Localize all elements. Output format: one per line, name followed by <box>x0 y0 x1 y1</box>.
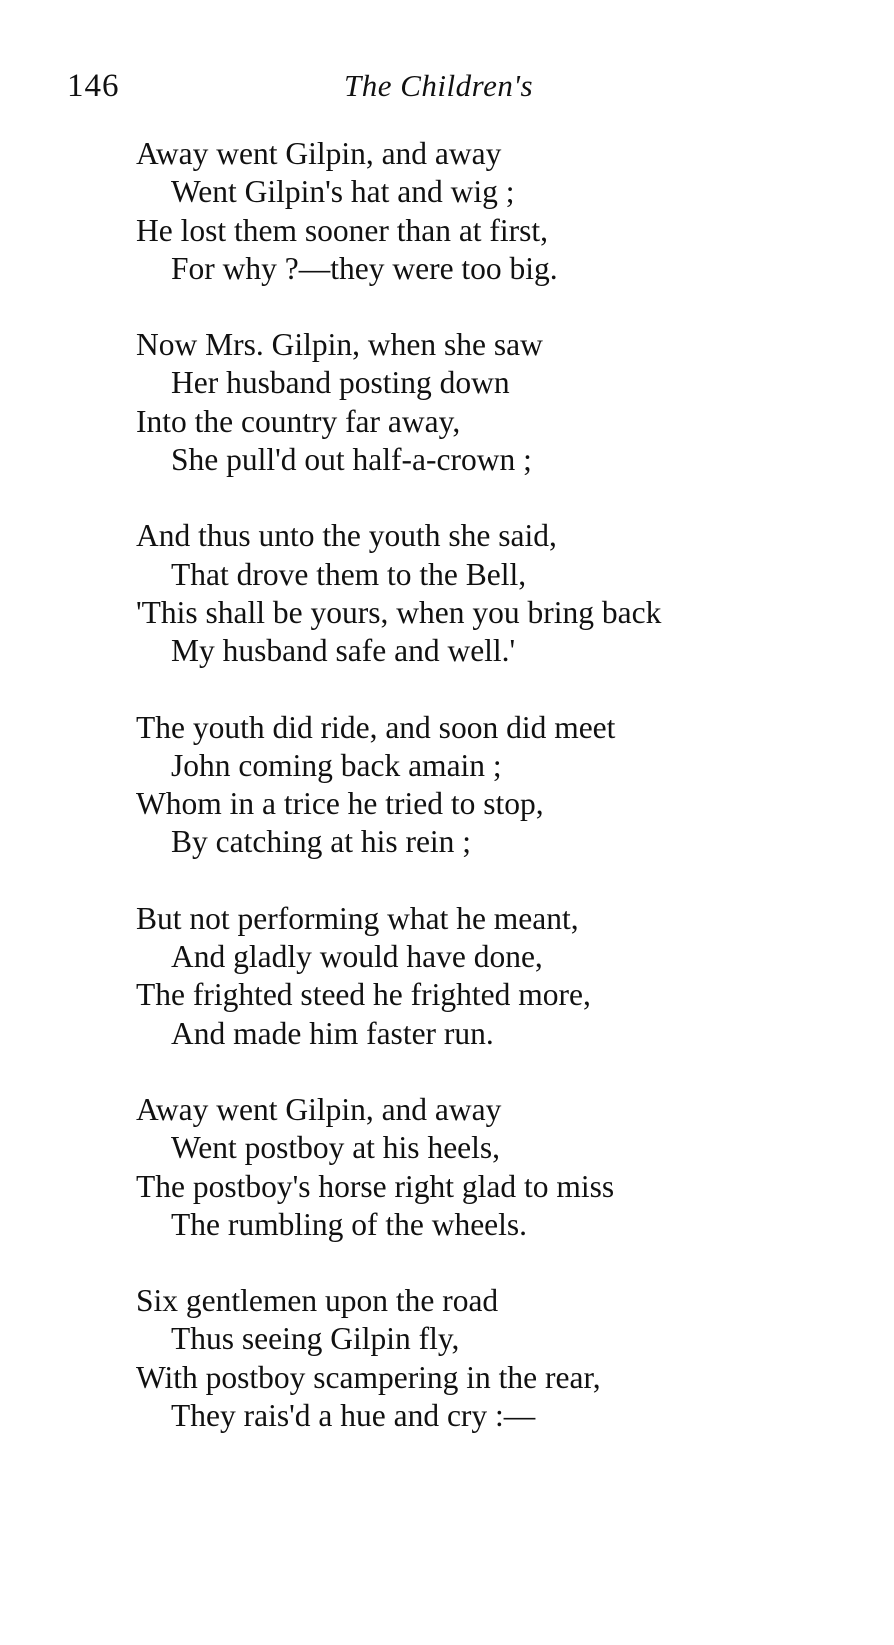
poem-line: Whom in a trice he tried to stop, <box>136 786 544 822</box>
page-header <box>0 68 894 118</box>
poem-line: Six gentlemen upon the road <box>136 1283 499 1319</box>
poem-line: John coming back amain ; <box>171 747 502 783</box>
stanza <box>136 1091 836 1244</box>
stanza <box>136 517 836 670</box>
poem-line: The postboy's horse right glad to miss <box>136 1168 615 1204</box>
poem-line: For why ?—they were too big. <box>171 250 558 286</box>
poem-line: The frighted steed he frighted more, <box>136 977 591 1013</box>
poem-line: Her husband posting down <box>171 365 510 401</box>
poem-line: And gladly would have done, <box>171 939 543 975</box>
stanza <box>136 135 836 288</box>
page-number: 146 <box>67 68 120 104</box>
stanza <box>136 900 836 1053</box>
poem-line: But not performing what he meant, <box>136 900 579 936</box>
poem-line: My husband safe and well.' <box>171 633 516 669</box>
poem-line: Into the country far away, <box>136 403 461 439</box>
poem-line: Went postboy at his heels, <box>171 1130 501 1166</box>
poem-line: The youth did ride, and soon did meet <box>136 709 616 745</box>
poem-line: And made him faster run. <box>171 1015 494 1051</box>
poem-line: Went Gilpin's hat and wig ; <box>171 174 515 210</box>
stanza <box>136 1282 836 1435</box>
poem-line: Thus seeing Gilpin fly, <box>171 1321 460 1357</box>
poem-line: Away went Gilpin, and away <box>136 136 502 171</box>
poem-line: They rais'd a hue and cry :— <box>171 1398 536 1434</box>
running-title: The Children's <box>344 68 534 103</box>
poem-line: He lost them sooner than at first, <box>136 212 549 248</box>
poem-line: She pull'd out half-a-crown ; <box>171 442 532 478</box>
stanza <box>136 709 836 862</box>
poem-line: Away went Gilpin, and away <box>136 1091 502 1127</box>
poem-line: That drove them to the Bell, <box>171 556 527 592</box>
poem-line: 'This shall be yours, when you bring back <box>136 594 662 630</box>
poem-text <box>136 135 836 1473</box>
poem-line: By catching at his rein ; <box>171 824 472 860</box>
stanza <box>136 326 836 479</box>
poem-line: Now Mrs. Gilpin, when she saw <box>136 327 543 363</box>
poem-line: With postboy scampering in the rear, <box>136 1359 601 1395</box>
poem-line: The rumbling of the wheels. <box>171 1206 528 1242</box>
poem-line: And thus unto the youth she said, <box>136 518 557 554</box>
